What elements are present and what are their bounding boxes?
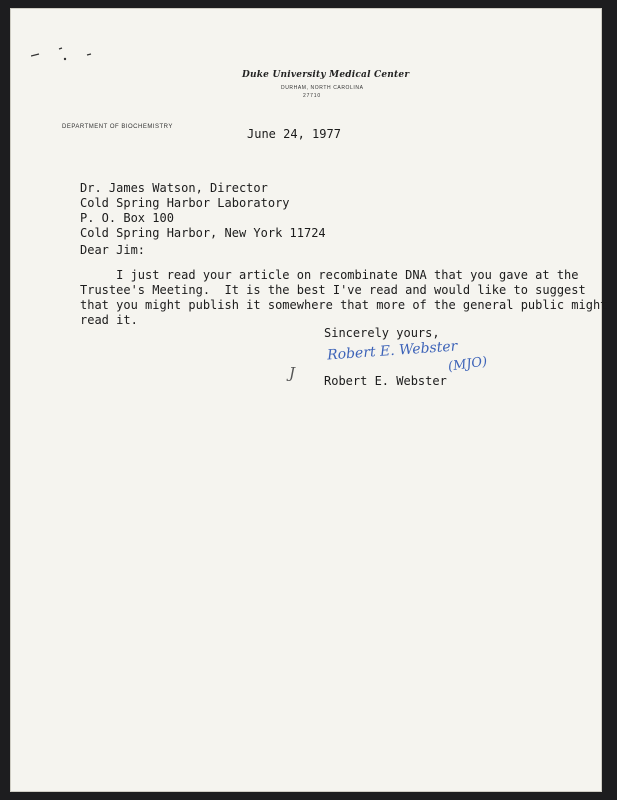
letterhead-institution: Duke University Medical Center (242, 70, 410, 80)
letter-page (11, 9, 608, 791)
body-line: that you might publish it somewhere that more of the general public might (80, 298, 608, 312)
recipient-address (80, 181, 326, 241)
recipient-line: Cold Spring Harbor, New York 11724 (80, 226, 326, 240)
closing: Sincerely yours, (324, 326, 440, 340)
body-line: I just read your article on recombinate DNA that you gave at the (80, 268, 579, 282)
letterhead-city: DURHAM, NORTH CAROLINA (281, 85, 364, 91)
body-line: read it. (80, 313, 138, 327)
letter-date: June 24, 1977 (247, 127, 341, 141)
recipient-line: Dr. James Watson, Director (80, 181, 268, 195)
letterhead-zip: 27710 (303, 93, 321, 99)
handwritten-signature: Robert E. Webster (326, 338, 458, 364)
recipient-line: P. O. Box 100 (80, 211, 174, 225)
letter-body (80, 268, 607, 328)
handwritten-mark: J (289, 364, 296, 382)
department-name: DEPARTMENT OF BIOCHEMISTRY (62, 124, 173, 130)
signer-name: Robert E. Webster (324, 374, 447, 388)
secretary-initials: (MJO) (447, 354, 489, 375)
margin-tick-marks (31, 44, 101, 64)
body-line: Trustee's Meeting. It is the best I've read and would like to suggest (80, 283, 586, 297)
salutation: Dear Jim: (80, 243, 146, 257)
recipient-line: Cold Spring Harbor Laboratory (80, 196, 290, 210)
